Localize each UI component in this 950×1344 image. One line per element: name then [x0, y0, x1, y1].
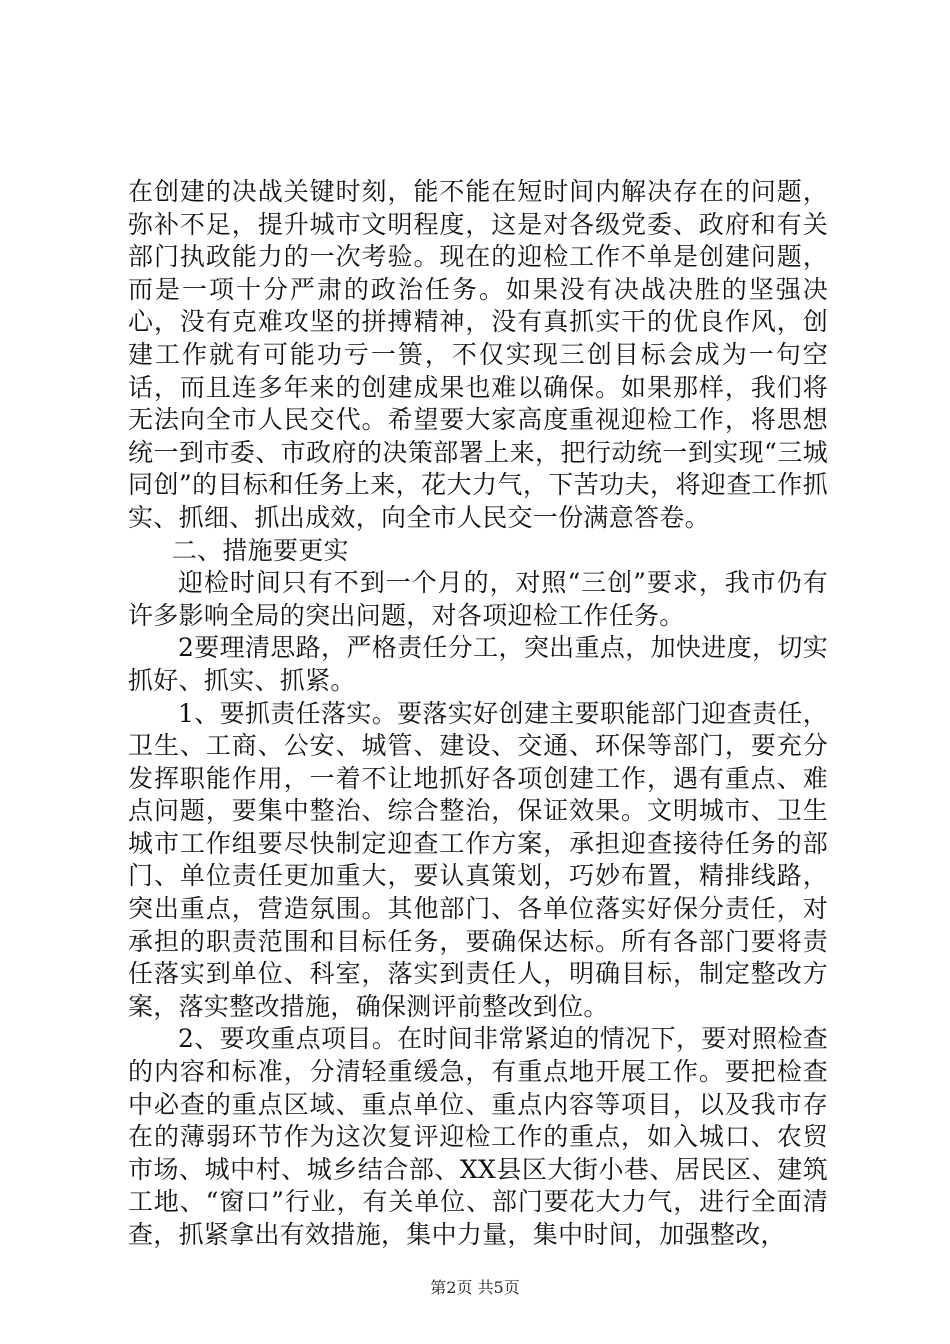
paragraph-continued: 在创建的决战关键时刻，能不能在短时间内解决存在的问题，弥补不足，提升城市文明程度，这是对各级党委、政府和有关部门执政能力的一次考验。现在的迎检工作不单是创建问题，而是一项十分严肃的政治任务。如果没有决战决胜的坚强决心，没有克难攻坚的拼搏精神，没有真抓实干的优良作风，创建工作就有可能功亏一篑，不仅实现三创目标会成为一句空话，而且连多年来的创建成果也难以确保。如果那样，我们将无法向全市人民交代。希望要大家高度重视迎检工作，将思想统一到市委、市政府的决策部署上来，把行动统一到实现“三城同创”的目标和任务上来，花大力气，下苦功夫，将迎查工作抓实、抓细、抓出成效，向全市人民交一份满意答卷。	[128, 177, 828, 532]
paragraph: 2、要攻重点项目。在时间非常紧迫的情况下，要对照检查的内容和标准，分清轻重缓急，有重点地开展工作。要把检查中必查的重点区域、重点单位、重点内容等项目，以及我市存在的薄弱环节作为这次复评迎检工作的重点，如入城口、农贸市场、城中村、城乡结合部、XX县区大街小巷、居民区、建筑工地、“窗口”行业，有关单位、部门要花大力气，进行全面清查，抓紧拿出有效措施，集中力量，集中时间，加强整改，	[128, 1024, 828, 1249]
paragraph: 2要理清思路，严格责任分工，突出重点，加快进度，切实抓好、抓实、抓紧。	[128, 633, 828, 695]
paragraph: 迎检时间只有不到一个月的，对照“三创”要求，我市仍有许多影响全局的突出问题，对各项迎检工作任务。	[128, 568, 828, 630]
section-heading: 二、措施要更实	[171, 535, 349, 565]
page-footer: 第2页 共5页	[430, 1278, 520, 1297]
paragraph: 1、要抓责任落实。要落实好创建主要职能部门迎查责任，卫生、工商、公安、城管、建设、交通、环保等部门，要充分发挥职能作用，一着不让地抓好各项创建工作，遇有重点、难点问题，要集中整治、综合整治，保证效果。文明城市、卫生城市工作组要尽快制定迎查工作方案，承担迎查接待任务的部门、单位责任更加重大，要认真策划，巧妙布置，精排线路，突出重点，营造氛围。其他部门、各单位落实好保分责任，对承担的职责范围和目标任务，要确保达标。所有各部门要将责任落实到单位、科室，落实到责任人，明确目标，制定整改方案，落实整改措施，确保测评前整改到位。	[128, 698, 828, 1021]
document-body	[128, 176, 828, 1252]
